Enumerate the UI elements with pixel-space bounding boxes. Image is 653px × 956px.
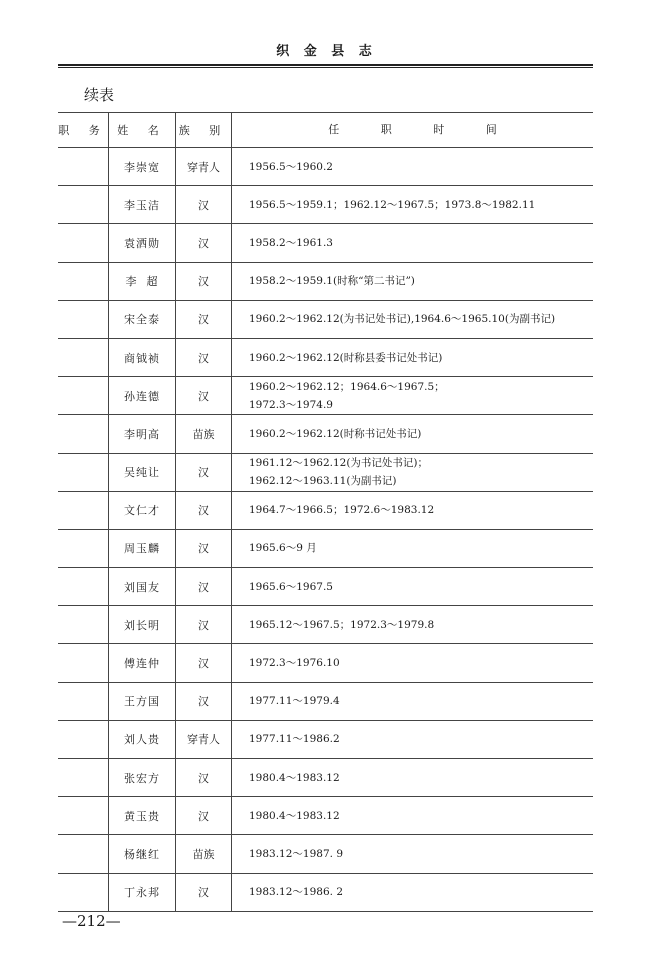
term-line: 1972.3～1974.9	[249, 398, 333, 411]
cell-role	[58, 682, 109, 720]
cell-term	[232, 606, 594, 644]
table-row	[58, 148, 593, 186]
table-row	[58, 300, 593, 338]
term-line: 1960.2～1962.12(时称县委书记处书记)	[249, 351, 443, 364]
cell-term	[232, 568, 594, 606]
header-ethnicity: 族 别	[176, 113, 232, 148]
term-line: 1956.5～1959.1；1962.12～1967.5；1973.8～1982.11	[249, 198, 536, 211]
cell-role	[58, 644, 109, 682]
table-row	[58, 835, 593, 873]
table-row	[58, 338, 593, 376]
cell-name: 黄玉贵	[109, 797, 176, 835]
cell-role	[58, 300, 109, 338]
table-header-row	[58, 113, 593, 148]
header-rule-thin	[58, 67, 593, 68]
table-row	[58, 491, 593, 529]
cell-term	[232, 453, 594, 491]
page-number: —212—	[62, 912, 121, 930]
cell-role	[58, 377, 109, 415]
term-line: 1980.4～1983.12	[249, 809, 340, 822]
cell-term	[232, 529, 594, 567]
cell-name: 刘国友	[109, 568, 176, 606]
cell-role	[58, 491, 109, 529]
cell-role	[58, 720, 109, 758]
cell-term	[232, 720, 594, 758]
table-body	[58, 148, 593, 912]
table-row	[58, 377, 593, 415]
cell-name: 李崇宽	[109, 148, 176, 186]
cell-term	[232, 224, 594, 262]
cell-role	[58, 606, 109, 644]
cell-role	[58, 148, 109, 186]
cell-term	[232, 186, 594, 224]
cell-term	[232, 759, 594, 797]
term-line: 1961.12～1962.12(为书记处书记)；	[249, 457, 429, 470]
cell-name: 商钺祯	[109, 338, 176, 376]
cell-name: 王方国	[109, 682, 176, 720]
term-line: 1958.2～1959.1(时称“第二书记”)	[249, 275, 415, 288]
cell-role	[58, 759, 109, 797]
table-row	[58, 720, 593, 758]
table-row	[58, 873, 593, 911]
cell-term	[232, 644, 594, 682]
cell-name: 傅连仲	[109, 644, 176, 682]
cell-ethnicity: 汉	[176, 262, 232, 300]
table-row	[58, 453, 593, 491]
term-line: 1972.3～1976.10	[249, 657, 340, 670]
table-row	[58, 262, 593, 300]
cell-name: 周玉麟	[109, 529, 176, 567]
cell-name: 吴纯让	[109, 453, 176, 491]
cell-name: 张宏方	[109, 759, 176, 797]
cell-role	[58, 453, 109, 491]
cell-ethnicity: 汉	[176, 568, 232, 606]
term-line: 1960.2～1962.12(为书记处书记),1964.6～1965.10(为副书记)	[249, 313, 556, 326]
continuation-label: 续表	[84, 86, 115, 104]
cell-name: 李明高	[109, 415, 176, 453]
cell-role	[58, 529, 109, 567]
table-row	[58, 759, 593, 797]
cell-ethnicity: 汉	[176, 491, 232, 529]
table-row	[58, 644, 593, 682]
term-line: 1980.4～1983.12	[249, 771, 340, 784]
header-term: 任 职 时 间	[232, 113, 594, 148]
header-role: 职 务	[58, 113, 109, 148]
cell-ethnicity: 汉	[176, 529, 232, 567]
cell-ethnicity: 汉	[176, 606, 232, 644]
cell-name: 刘人贵	[109, 720, 176, 758]
table-row	[58, 186, 593, 224]
cell-name: 杨继红	[109, 835, 176, 873]
cell-term	[232, 148, 594, 186]
term-line: 1958.2～1961.3	[249, 236, 333, 249]
cell-ethnicity: 汉	[176, 682, 232, 720]
cell-role	[58, 873, 109, 911]
cell-term	[232, 797, 594, 835]
term-line: 1960.2～1962.12；1964.6～1967.5；	[249, 380, 445, 393]
term-line: 1977.11～1979.4	[249, 695, 340, 708]
table-row	[58, 529, 593, 567]
term-line: 1983.12～1987. 9	[249, 847, 343, 860]
cell-term	[232, 415, 594, 453]
cell-term	[232, 835, 594, 873]
cell-ethnicity: 汉	[176, 338, 232, 376]
cell-ethnicity: 汉	[176, 644, 232, 682]
cell-name: 宋全泰	[109, 300, 176, 338]
term-line: 1964.7～1966.5；1972.6～1983.12	[249, 504, 435, 517]
table-row	[58, 606, 593, 644]
cell-term	[232, 873, 594, 911]
cell-term	[232, 338, 594, 376]
table-row	[58, 797, 593, 835]
table-row	[58, 224, 593, 262]
cell-role	[58, 224, 109, 262]
cell-name: 袁洒勋	[109, 224, 176, 262]
cell-ethnicity: 苗族	[176, 835, 232, 873]
cell-name: 李玉洁	[109, 186, 176, 224]
cell-ethnicity: 汉	[176, 453, 232, 491]
term-line: 1965.6～1967.5	[249, 580, 333, 593]
cell-ethnicity: 穿青人	[176, 720, 232, 758]
term-line: 1965.12～1967.5；1972.3～1979.8	[249, 618, 435, 631]
cell-role	[58, 262, 109, 300]
term-line: 1983.12～1986. 2	[249, 886, 343, 899]
cell-ethnicity: 汉	[176, 300, 232, 338]
cell-term	[232, 377, 594, 415]
cell-ethnicity: 穿青人	[176, 148, 232, 186]
cell-term	[232, 262, 594, 300]
term-line: 1965.6～9 月	[249, 542, 317, 555]
cell-name: 刘长明	[109, 606, 176, 644]
cell-role	[58, 338, 109, 376]
cell-term	[232, 300, 594, 338]
cell-role	[58, 415, 109, 453]
cell-ethnicity: 汉	[176, 797, 232, 835]
cell-ethnicity: 汉	[176, 224, 232, 262]
table-row	[58, 415, 593, 453]
cell-ethnicity: 苗族	[176, 415, 232, 453]
cell-name: 文仁才	[109, 491, 176, 529]
running-head: 织 金 县 志	[276, 44, 377, 59]
term-line: 1960.2～1962.12(时称书记处书记)	[249, 427, 422, 440]
cell-role	[58, 835, 109, 873]
cell-term	[232, 491, 594, 529]
header-rule	[58, 64, 593, 66]
table-row	[58, 682, 593, 720]
term-line: 1977.11～1986.2	[249, 733, 340, 746]
cell-ethnicity: 汉	[176, 873, 232, 911]
cell-ethnicity: 汉	[176, 759, 232, 797]
cell-ethnicity: 汉	[176, 186, 232, 224]
cell-name: 李 超	[109, 262, 176, 300]
cell-role	[58, 797, 109, 835]
table-row	[58, 568, 593, 606]
cell-role	[58, 568, 109, 606]
officials-table	[58, 112, 593, 912]
cell-term	[232, 682, 594, 720]
cell-name: 丁永邦	[109, 873, 176, 911]
cell-ethnicity: 汉	[176, 377, 232, 415]
term-line: 1962.12～1963.11(为副书记)	[249, 475, 397, 488]
cell-role	[58, 186, 109, 224]
term-line: 1956.5～1960.2	[249, 160, 333, 173]
header-name: 姓 名	[109, 113, 176, 148]
cell-name: 孙连德	[109, 377, 176, 415]
